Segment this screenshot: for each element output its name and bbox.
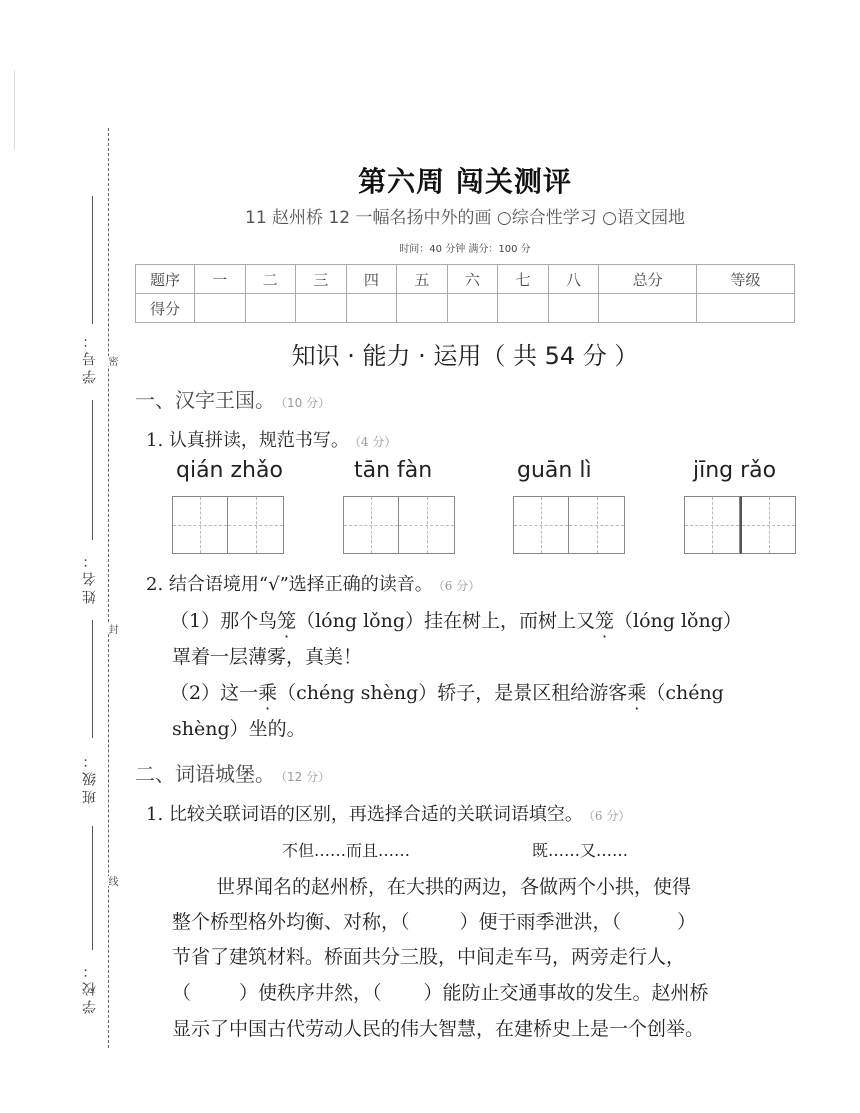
score-value-row	[136, 294, 795, 323]
q1-2-sentence-1-cont: 罩着一层薄雾，真美！	[172, 646, 363, 668]
writing-grid-2[interactable]	[343, 496, 455, 556]
seal-mark-2: 封	[106, 624, 117, 634]
passage-line-1: 世界闻名的赵州桥，在大拱的两边，各做两个小拱，使得	[216, 876, 692, 898]
q1-2-sentence-2	[170, 678, 724, 705]
score-table	[135, 264, 795, 323]
score-header-row	[136, 265, 795, 294]
conjunction-option-2: 既……又……	[532, 841, 629, 860]
score-cell: 总分	[599, 265, 697, 294]
student-id-label: 学号：	[82, 330, 98, 384]
part1-heading-text: 一、汉字王国。	[135, 388, 275, 412]
score-blank[interactable]	[599, 294, 697, 323]
passage-line-2	[172, 907, 696, 934]
time-info: 时间：40 分钟 满分：100 分	[399, 244, 531, 255]
seal-mark-1: 密	[106, 356, 117, 366]
marked-char: 笼	[594, 610, 614, 632]
score-row-label: 得分	[136, 294, 195, 323]
sentence-text[interactable]: （lóng lǒng）	[614, 610, 742, 632]
pinyin-2: tān fàn	[354, 458, 433, 483]
score-blank[interactable]	[548, 294, 599, 323]
q1-2-points: （6 分）	[438, 579, 481, 593]
sentence-text: （1）那个鸟	[170, 610, 278, 632]
sentence-text[interactable]: （lóng lǒng）挂在树上，而树上又	[296, 610, 595, 632]
section-title: 知识 · 能力 · 运用（ 共 54 分 ）	[291, 342, 639, 370]
class-label: 班级：	[82, 750, 98, 804]
q1-1-text: 1. 认真拼读，规范书写。	[146, 430, 349, 451]
sentence-text: （2）这一	[170, 682, 259, 704]
q1-2-prompt	[146, 570, 480, 596]
passage-line-3: 节省了建筑材料。桥面共分三股，中间走车马，两旁走行人，	[172, 946, 686, 968]
score-blank[interactable]	[697, 294, 795, 323]
sentence-text[interactable]: （chéng shèng）轿子，是景区租给游客	[277, 682, 628, 704]
binding-dashed-line	[108, 128, 109, 1048]
part2-heading	[135, 758, 330, 787]
score-cell: 八	[548, 265, 599, 294]
writing-grid-1[interactable]	[172, 496, 284, 556]
pinyin-3: guān lì	[517, 458, 592, 483]
score-cell: 三	[296, 265, 347, 294]
q1-2-text: 2. 结合语境用“√”选择正确的读音。	[146, 574, 433, 595]
part2-heading-text: 二、词语城堡。	[135, 762, 275, 786]
part2-points: （12 分）	[281, 770, 331, 784]
passage-text: ）能防止交通事故的发生。赵州桥	[423, 982, 709, 1004]
score-cell: 六	[447, 265, 498, 294]
q1-1-prompt	[146, 426, 396, 452]
score-cell: 等级	[697, 265, 795, 294]
part1-heading	[135, 384, 330, 413]
passage-text: ）使秩序井然，（	[239, 982, 382, 1004]
pinyin-4: jīng rǎo	[693, 458, 777, 483]
score-cell: 七	[498, 265, 549, 294]
sentence-text[interactable]: （chéng	[646, 682, 724, 704]
part1-points: （10 分）	[281, 396, 331, 410]
school-blank	[92, 826, 93, 950]
marked-char: 乘	[258, 682, 278, 704]
score-cell: 题序	[136, 265, 195, 294]
score-blank[interactable]	[346, 294, 397, 323]
score-blank[interactable]	[195, 294, 246, 323]
pinyin-1: qián zhǎo	[176, 458, 283, 483]
name-label: 姓名：	[82, 550, 98, 604]
score-cell: 二	[245, 265, 296, 294]
q1-2-sentence-2-cont[interactable]: shèng）坐的。	[172, 718, 306, 740]
marked-char: 乘	[627, 682, 647, 704]
writing-grid-3[interactable]	[513, 496, 625, 556]
q1-1-points: （4 分）	[354, 435, 397, 449]
class-blank	[92, 620, 93, 738]
q2-1-text: 1. 比较关联词语的区别，再选择合适的关联词语填空。	[146, 804, 583, 825]
score-cell: 四	[346, 265, 397, 294]
writing-grid-4[interactable]	[684, 496, 796, 556]
page-title: 第六周 闯关测评	[358, 165, 572, 198]
conjunction-option-1: 不但……而且……	[282, 841, 411, 860]
score-blank[interactable]	[245, 294, 296, 323]
score-cell: 一	[195, 265, 246, 294]
score-blank[interactable]	[397, 294, 448, 323]
name-blank	[92, 400, 93, 540]
score-cell: 五	[397, 265, 448, 294]
score-blank[interactable]	[296, 294, 347, 323]
passage-line-5: 显示了中国古代劳动人民的伟大智慧，在建桥史上是一个创举。	[172, 1018, 705, 1040]
passage-text: ）便于雨季泄洪，（	[459, 911, 622, 933]
edge-mark	[14, 70, 15, 150]
passage-text: 整个桥型格外均衡、对称，（	[172, 911, 410, 933]
q2-1-prompt	[146, 800, 630, 826]
score-blank[interactable]	[498, 294, 549, 323]
q1-2-sentence-1	[170, 606, 742, 633]
seal-mark-3: 线	[106, 876, 117, 886]
lesson-subtitle: 11 赵州桥 12 一幅名扬中外的画 ○综合性学习 ○语文园地	[245, 208, 685, 228]
passage-line-4	[172, 978, 709, 1005]
score-blank[interactable]	[447, 294, 498, 323]
q2-1-points: （6 分）	[588, 809, 631, 823]
marked-char: 笼	[277, 610, 297, 632]
passage-text: ）	[677, 911, 697, 933]
passage-text: （	[172, 982, 192, 1004]
school-label: 学校：	[82, 960, 98, 1014]
